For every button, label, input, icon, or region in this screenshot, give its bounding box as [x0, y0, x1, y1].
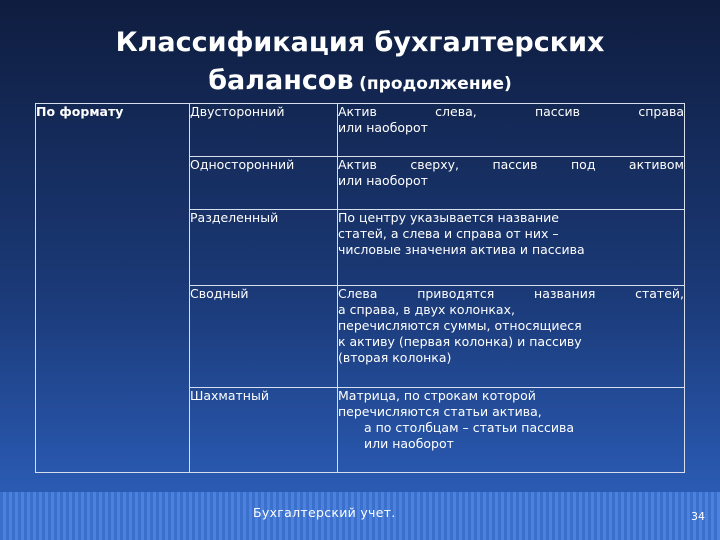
- title-line-2-main: балансов: [208, 65, 354, 96]
- description-line: Слева приводятся названия статей,: [338, 286, 684, 301]
- balance-type-cell: Сводный: [190, 286, 338, 388]
- balance-type-cell: Односторонний: [190, 157, 338, 210]
- description-cell: [338, 104, 685, 157]
- description-cell: [338, 388, 685, 473]
- description-line: перечисляются суммы, относящиеся: [338, 318, 582, 333]
- description-line: или наоборот: [338, 173, 428, 188]
- description-line: а справа, в двух колонках,: [338, 302, 515, 317]
- description-line: перечисляются статьи актива,: [338, 404, 542, 419]
- description-line: статей, а слева и справа от них –: [338, 226, 559, 241]
- footer-text: Бухгалтерский учет.: [253, 505, 396, 520]
- description-line: или наоборот: [364, 436, 454, 451]
- slide-title: [0, 24, 720, 103]
- description-cell: [338, 210, 685, 286]
- description-line: (вторая колонка): [338, 350, 452, 365]
- description-line: или наоборот: [338, 120, 428, 135]
- title-line-1: Классификация бухгалтерских: [115, 27, 605, 58]
- title-line-2-suffix: (продолжение): [359, 74, 512, 94]
- balance-type-cell: Разделенный: [190, 210, 338, 286]
- balance-type-cell: Шахматный: [190, 388, 338, 473]
- description-line: Матрица, по строкам которой: [338, 388, 536, 403]
- description-line: к активу (первая колонка) и пассиву: [338, 334, 582, 349]
- description-line: а по столбцам – статьи пассива: [364, 420, 575, 435]
- balance-type-cell: Двусторонний: [190, 104, 338, 157]
- description-line: числовые значения актива и пассива: [338, 242, 585, 257]
- classification-table: [35, 103, 685, 473]
- description-cell: [338, 286, 685, 388]
- description-line: Актив слева, пассив справа: [338, 104, 684, 119]
- description-line: По центру указывается название: [338, 210, 559, 225]
- criterion-cell: По формату: [36, 104, 190, 473]
- table-row: [36, 104, 685, 157]
- page-number: 34: [691, 510, 705, 523]
- description-line: Актив сверху, пассив под активом: [338, 157, 684, 172]
- description-cell: [338, 157, 685, 210]
